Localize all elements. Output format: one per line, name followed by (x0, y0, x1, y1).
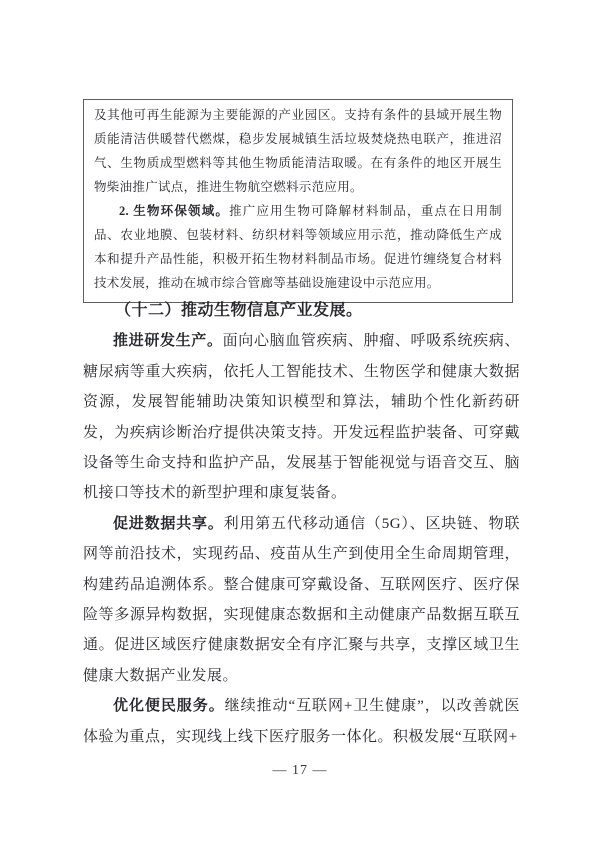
paragraph-2-text: 利用第五代移动通信（5G）、区块链、物联网等前沿技术，实现药品、疫苗从生产到使用全生命周期管理，构建药品追溯体系。整合健康可穿戴设备、互联网医疗、医疗保险等多源异构数据，实现健康态数据和主动健康产品数据互联互通。促进区域医疗健康数据安全有序汇聚与共享，支撑区域卫生健康大数据产业发展。 (83, 515, 520, 684)
paragraph-convenient-services (83, 691, 520, 752)
box-paragraph-continuation (94, 103, 502, 199)
paragraph-research-production (83, 326, 520, 508)
paragraph-2-lead: 促进数据共享。 (113, 515, 224, 532)
boxed-quote-section (83, 99, 513, 303)
paragraph-3-lead: 优化便民服务。 (113, 698, 225, 715)
paragraph-1-lead: 推进研发生产。 (113, 333, 223, 350)
box-paragraph-2-lead: 2. 生物环保领域。 (119, 204, 230, 218)
paragraph-3-text: 继续推动“互联网+卫生健康”，以改善就医体验为重点，实现线上线下医疗服务一体化。积极发展“互联网+ (83, 698, 520, 745)
paragraph-data-sharing (83, 509, 520, 691)
page-number: — 17 — (272, 763, 328, 778)
box-paragraph-2-text: 推广应用生物可降解材料制品，重点在日用制品、农业地膜、包装材料、纺织材料等领域应用示范，推动降低生产成本和提升产品性能，积极开拓生物材料制品市场。促进竹缠绕复合材料技术发展，推动在城市综合管廊等基础设施建设中示范应用。 (94, 204, 502, 290)
section-heading: （十二）推动生物信息产业发展。 (115, 302, 363, 319)
body-text (83, 296, 520, 752)
box-paragraph-1-text: 及其他可再生能源为主要能源的产业园区。支持有条件的县域开展生物质能清洁供暖替代燃煤，稳步发展城镇生活垃圾焚烧热电联产，推进沼气、生物质成型燃料等其他生物质能清洁取暖。在有条件的地区开展生物柴油推广试点，推进生物航空燃料示范应用。 (94, 108, 502, 194)
paragraph-1-text: 面向心脑血管疾病、肿瘤、呼吸系统疾病、糖尿病等重大疾病，依托人工智能技术、生物医学和健康大数据资源，发展智能辅助决策知识模型和算法，辅助个性化新药研发，为疾病诊断治疗提供决策支持。开发远程监护装备、可穿戴设备等生命支持和监护产品，发展基于智能视觉与语音交互、脑机接口等技术的新型护理和康复装备。 (83, 333, 520, 502)
box-paragraph-2 (94, 199, 502, 295)
